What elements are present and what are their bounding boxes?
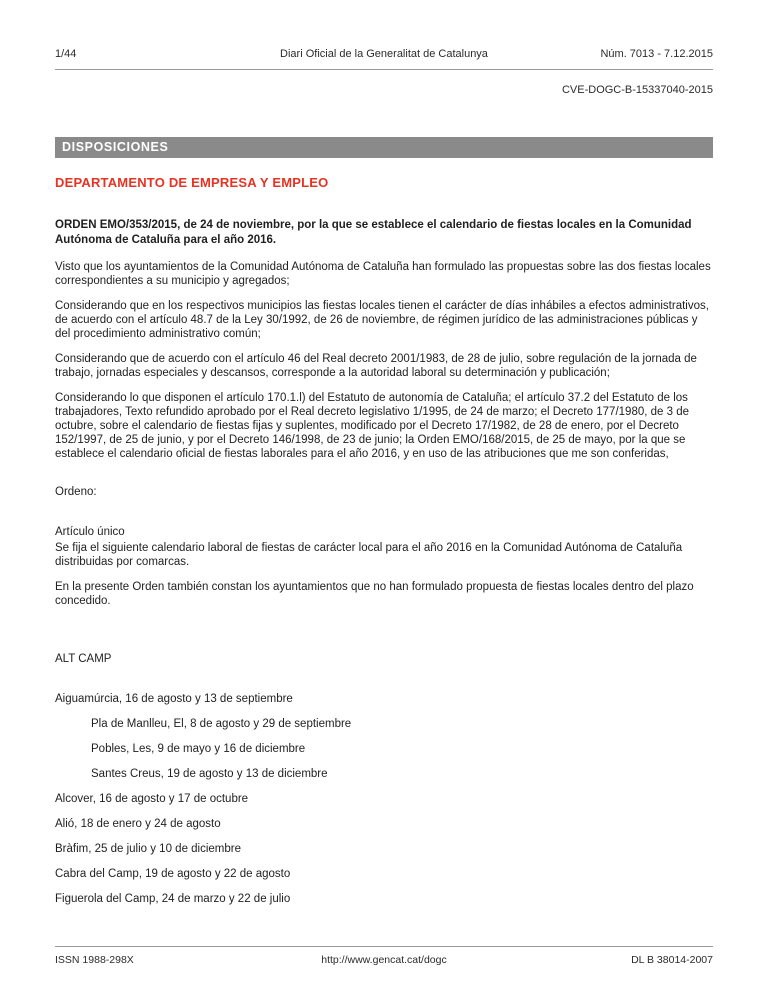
fiesta-entry: Aiguamúrcia, 16 de agosto y 13 de septiembre: [55, 693, 293, 705]
document-body: [55, 137, 713, 906]
department-heading: DEPARTAMENTO DE EMPRESA Y EMPLEO: [55, 175, 329, 190]
cve-code: CVE-DOGC-B-15337040-2015: [561, 84, 713, 96]
order-title: ORDEN EMO/353/2015, de 24 de noviembre, por la que se establece el calendario de fiestas locales en la Comunidad Autónoma de Cataluña para el año 2016.: [55, 219, 692, 246]
fiesta-entry: Pobles, Les, 9 de mayo y 16 de diciembre: [91, 743, 306, 755]
fiesta-entry: Santes Creus, 19 de agosto y 13 de diciembre: [91, 768, 328, 780]
header-row: [55, 48, 713, 61]
fiesta-entry: Bràfim, 25 de julio y 10 de diciembre: [55, 843, 242, 855]
paragraph-considerando-2: Considerando que de acuerdo con el artículo 46 del Real decreto 2001/1983, de 28 de julio, sobre regulación de la jornada de trabajo, jornadas especiales y descansos, corresponde a la autoridad laboral su determinación y publicación;: [55, 353, 697, 379]
issn-label: ISSN 1988-298X: [55, 954, 134, 966]
section-banner: [55, 137, 713, 158]
paragraph-visto: Visto que los ayuntamientos de la Comunidad Autónoma de Cataluña han formulado las propuestas sobre las dos fiestas locales correspondientes a su municipio y agregados;: [55, 261, 711, 287]
paragraph-considerando-3: Considerando lo que disponen el artículo 170.1.l) del Estatuto de autonomía de Cataluña; el artículo 37.2 del Estatuto de los trabajadores, Texto refundido aprobado por el Real decreto legislativo 1/1995, de 24 de marzo; el Decreto 177/1980, de 3 de octubre, sobre el calendario de fiestas fijas y suplentes, modificado por el Decreto 17/1982, de 28 de enero, por el Decreto 152/1997, de 25 de junio, y por el Decreto 146/1998, de 23 de junio; la Orden EMO/168/2015, de 25 de mayo, por la que se establece el calendario oficial de fiestas laborales para el año 2016, y en uso de las atribuciones que me son conferidas,: [55, 392, 689, 460]
gazette-url: http://www.gencat.cat/dogc: [321, 954, 447, 966]
paragraph-considerando-1: Considerando que en los respectivos municipios las fiestas locales tienen el carácter de días inhábiles a efectos administrativos, de acuerdo con el artículo 48.7 de la Ley 30/1992, de 26 de noviembre, de régimen jurídico de las administraciones públicas y del procedimiento administrativo común;: [55, 300, 709, 340]
issue-number: Núm. 7013 - 7.12.2015: [600, 48, 713, 60]
legal-deposit: DL B 38014-2007: [631, 954, 713, 966]
article-heading: Artículo único: [55, 526, 125, 538]
article-paragraph-1: Se fija el siguiente calendario laboral de fiestas de carácter local para el año 2016 en la Comunidad Autónoma de Cataluña distribuidas por comarcas.: [55, 542, 683, 568]
fiesta-entry: Pla de Manlleu, El, 8 de agosto y 29 de septiembre: [91, 718, 352, 730]
page-number: 1/44: [55, 48, 77, 60]
fiesta-entry: Figuerola del Camp, 24 de marzo y 22 de julio: [55, 893, 291, 905]
article-paragraph-2: En la presente Orden también constan los ayuntamientos que no han formulado propuesta de fiestas locales dentro del plazo concedido.: [55, 581, 694, 607]
section-banner-label: DISPOSICIONES: [62, 140, 169, 154]
page-header: [55, 48, 713, 97]
fiesta-entry: Alcover, 16 de agosto y 17 de octubre: [55, 793, 249, 805]
fiesta-entry: Alió, 18 de enero y 24 de agosto: [55, 818, 221, 830]
header-divider: [55, 69, 713, 70]
fiesta-entry-list: [55, 692, 713, 906]
page-footer: [55, 946, 713, 966]
comarca-heading: ALT CAMP: [55, 653, 112, 665]
gazette-title: Diari Oficial de la Generalitat de Catalunya: [280, 48, 488, 60]
ordeno-heading: Ordeno:: [55, 486, 97, 498]
fiesta-entry: Cabra del Camp, 19 de agosto y 22 de agosto: [55, 868, 291, 880]
